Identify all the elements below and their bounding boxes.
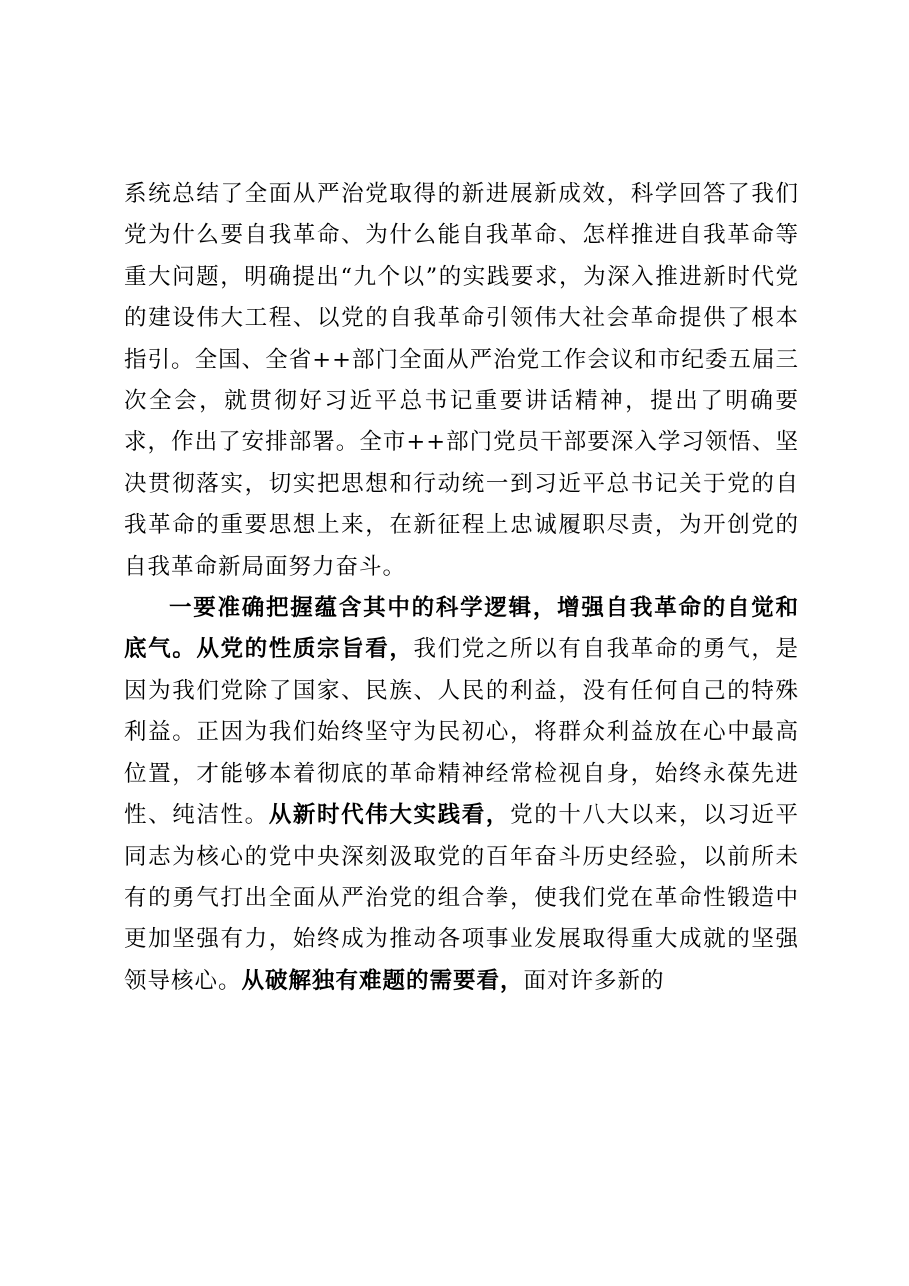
paragraph-2-text-3: 面对许多新的 bbox=[523, 967, 665, 994]
paragraph-2-text-2: 党的十八大以来，以习近平同志为核心的党中央深刻汲取党的百年奋斗历史经验，以前所未有的勇气打出全面从严治党的组合拳，使我们党在革命性锻造中更加坚强有力，始终成为推动各项事业发展取得重大成就的坚强领导核心。 bbox=[124, 802, 799, 994]
document-body bbox=[124, 174, 799, 1002]
subheading-party-nature: 从党的性质宗旨看， bbox=[196, 636, 414, 663]
paragraph-1 bbox=[124, 174, 799, 588]
paragraph-1-text: 系统总结了全面从严治党取得的新进展新成效，科学回答了我们党为什么要自我革命、为什么能自我革命、怎样推进自我革命等重大问题，明确提出“九个以”的实践要求，为深入推进新时代党的建设伟大工程、以党的自我革命引领伟大社会革命提供了根本指引。全国、全省++部门全面从严治党工作会议和市纪委五届三次全会，就贯彻好习近平总书记重要讲话精神，提出了明确要求，作出了安排部署。全市++部门党员干部要深入学习领悟、坚决贯彻落实，切实把思想和行动统一到习近平总书记关于党的自我革命的重要思想上来，在新征程上忠诚履职尽责，为开创党的自我革命新局面努力奋斗。 bbox=[124, 181, 799, 580]
paragraph-2-text-1: 我们党之所以有自我革命的勇气，是因为我们党除了国家、民族、人民的利益，没有任何自己的特殊利益。正因为我们始终坚守为民初心，将群众利益放在心中最高位置，才能够本着彻底的革命精神经常检视自身，始终永葆先进性、纯洁性。 bbox=[124, 636, 799, 829]
paragraph-2 bbox=[124, 588, 799, 1002]
subheading-new-era-practice: 从新时代伟大实践看， bbox=[268, 802, 511, 829]
subheading-unique-problems: 从破解独有难题的需要看， bbox=[241, 967, 524, 994]
section-heading: 一要准确把握蕴含其中的科学逻辑，增强自我革命的自觉和底气。 bbox=[124, 595, 799, 663]
